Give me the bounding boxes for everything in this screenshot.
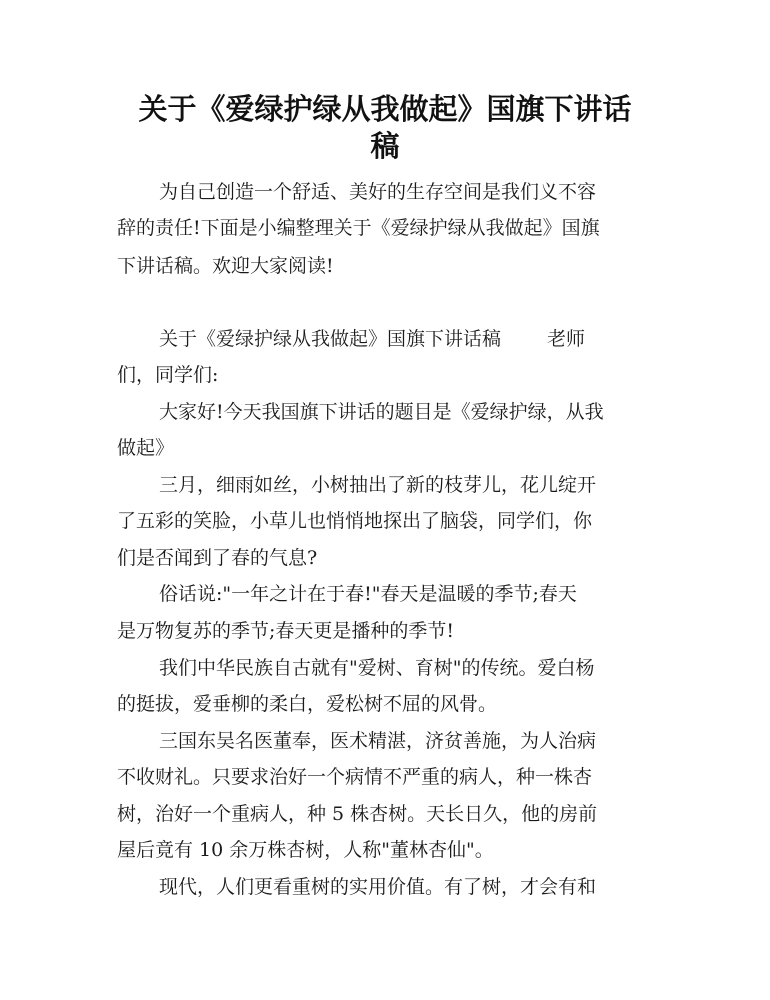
speech-heading-line (159, 327, 585, 351)
paragraph-line: 俗话说:"一年之计在于春!"春天是温暖的季节;春天 (159, 583, 577, 605)
paragraph-line: 树，治好一个重病人，种 5 株杏树。天长日久，他的房前 (117, 803, 598, 825)
intro-line-1: 为自己创造一个舒适、美好的生存空间是我们义不容 (159, 181, 597, 203)
document-title-line-2: 稿 (370, 129, 400, 163)
intro-line-3: 下讲话稿。欢迎大家阅读! (117, 255, 334, 277)
paragraph-line: 三国东吴名医董奉，医术精湛，济贫善施，为人治病 (159, 730, 597, 752)
document-title-line-1: 关于《爱绿护绿从我做起》国旗下讲话 (138, 92, 632, 126)
paragraph-line: 现代，人们更看重树的实用价值。有了树，才会有和 (159, 876, 597, 898)
paragraph-line: 不收财礼。只要求治好一个病情不严重的病人，种一株杏 (117, 766, 593, 788)
paragraph-line: 屋后竟有 10 余万株杏树，人称"董林杏仙"。 (117, 839, 494, 861)
paragraph-line: 了五彩的笑脸，小草儿也悄悄地探出了脑袋，同学们，你 (117, 510, 593, 532)
paragraph-line: 三月，细雨如丝，小树抽出了新的枝芽儿，花儿绽开 (159, 474, 597, 496)
paragraph-line: 大家好!今天我国旗下讲话的题目是《爱绿护绿，从我 (159, 401, 604, 423)
salutation-start: 老师 (547, 328, 586, 350)
paragraph-line: 们是否闻到了春的气息? (117, 547, 318, 569)
paragraph-line: 是万物复苏的季节;春天更是播种的季节! (117, 620, 455, 642)
paragraph-line: 做起》 (117, 437, 175, 459)
salutation-line: 们，同学们: (117, 364, 219, 386)
paragraph-line: 我们中华民族自古就有"爱树、育树"的传统。爱白杨 (159, 657, 595, 679)
speech-heading: 关于《爱绿护绿从我做起》国旗下讲话稿 (159, 328, 502, 350)
intro-line-2: 辞的责任!下面是小编整理关于《爱绿护绿从我做起》国旗 (117, 217, 600, 239)
paragraph-line: 的挺拔，爱垂柳的柔白，爱松树不屈的风骨。 (117, 693, 498, 715)
